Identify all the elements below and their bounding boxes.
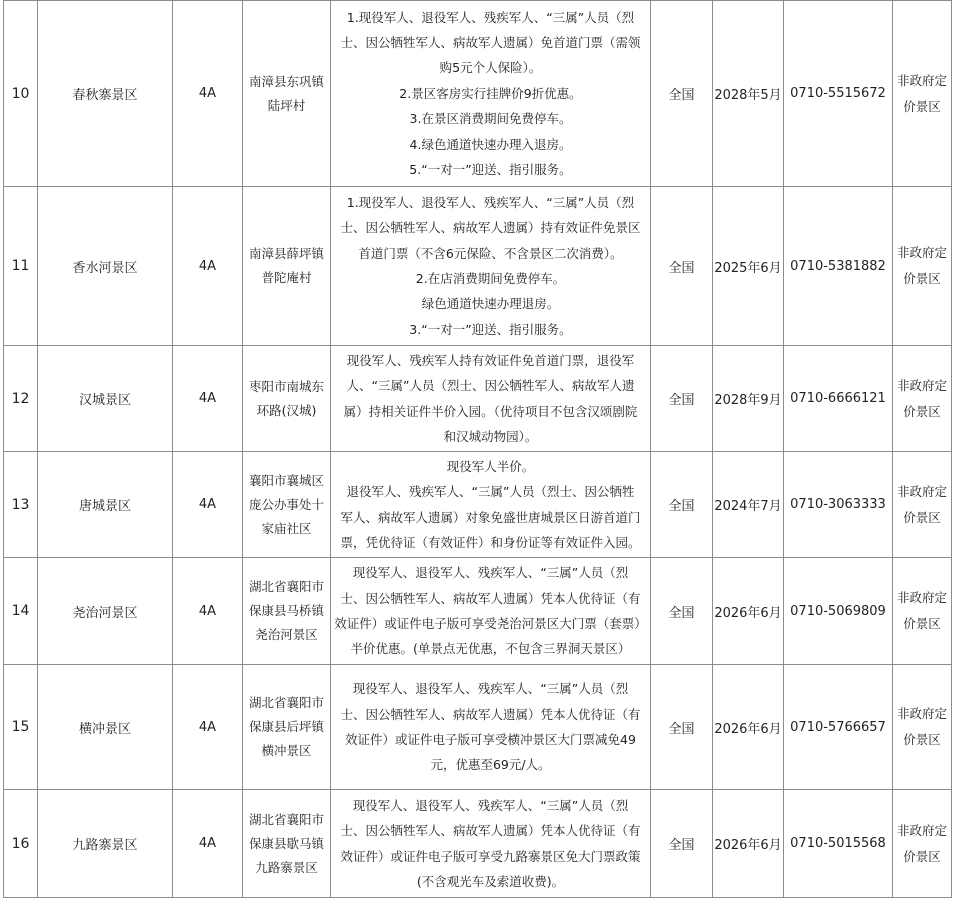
table-row — [4, 665, 952, 790]
scenic-level: 4A — [173, 665, 243, 790]
policy-line: 现役军人、退役军人、残疾军人、“三属”人员（烈 — [352, 797, 629, 813]
type-line: 价景区 — [903, 509, 941, 525]
table-row — [4, 1, 952, 187]
type-line: 价景区 — [903, 848, 941, 864]
scenic-address — [243, 665, 331, 790]
address-line: 普陀庵村 — [261, 270, 312, 285]
table-row — [4, 346, 952, 452]
applicable-scope: 全国 — [651, 558, 713, 665]
applicable-scope: 全国 — [651, 1, 713, 187]
address-line: 南漳县东巩镇 — [248, 73, 324, 89]
policy-line: 效证件）或证件电子版可享受横冲景区大门票减免49 — [345, 732, 636, 747]
type-line: 价景区 — [903, 616, 941, 631]
policy-line: 士、因公牺牲军人、病故军人遗属）凭本人优待证（有 — [340, 706, 641, 722]
address-line: 保康县马桥镇 — [248, 603, 324, 618]
table-row — [4, 187, 952, 346]
table-row — [4, 790, 952, 898]
scenic-level: 4A — [173, 790, 243, 898]
contact-phone: 0710-5515672 — [784, 1, 893, 187]
type-line: 价景区 — [903, 732, 941, 747]
policy-line: 半价优惠。(单景点无优惠，不包含三界洞天景区） — [350, 641, 631, 657]
row-index: 10 — [4, 1, 38, 187]
address-line: 家庙社区 — [261, 520, 312, 536]
row-index: 11 — [4, 187, 38, 346]
policy-line: 士、因公牺牲军人、病故军人遗属）凭本人优待证（有 — [340, 823, 641, 839]
policy-line: 购5元个人保险）。 — [439, 60, 542, 76]
scenic-level: 4A — [173, 1, 243, 187]
policy-line: 绿色通道快速办理退房。 — [421, 296, 560, 312]
address-line: 陆坪村 — [267, 97, 306, 113]
type-line: 非政府定 — [896, 245, 947, 260]
policy-line: 现役军人、退役军人、残疾军人、“三属”人员（烈 — [352, 681, 629, 697]
address-line: 枣阳市南城东 — [248, 378, 324, 394]
row-index: 15 — [4, 665, 38, 790]
valid-until: 2028年9月 — [713, 346, 784, 452]
scenic-address — [243, 558, 331, 665]
policy-line: 2.在店消费期间免费停车。 — [415, 271, 566, 286]
discount-policy — [331, 187, 651, 346]
policy-line: 士、因公牺牲军人、病故军人遗属）凭本人优待证（有 — [340, 590, 641, 606]
address-line: 南漳县薛坪镇 — [248, 246, 324, 261]
address-line: 襄阳市襄城区 — [248, 472, 324, 488]
scenic-name: 唐城景区 — [38, 452, 173, 558]
row-index: 12 — [4, 346, 38, 452]
policy-line: 现役军人、退役军人、残疾军人、“三属”人员（烈 — [352, 565, 629, 581]
type-line: 非政府定 — [896, 72, 947, 88]
contact-phone: 0710-5766657 — [784, 665, 893, 790]
address-line: 保康县歇马镇 — [248, 835, 324, 851]
address-line: 环路(汉城) — [256, 402, 317, 418]
scenic-address — [243, 790, 331, 898]
row-index: 14 — [4, 558, 38, 665]
scenic-name: 横冲景区 — [38, 665, 173, 790]
address-line: 庞公办事处十 — [248, 496, 324, 512]
scenic-level: 4A — [173, 452, 243, 558]
valid-until: 2028年5月 — [713, 1, 784, 187]
address-line: 湖北省襄阳市 — [248, 695, 324, 710]
type-line: 非政府定 — [896, 706, 947, 721]
policy-line: 士、因公牺牲军人、病故军人遗属）持有效证件免景区 — [340, 220, 641, 236]
row-index: 13 — [4, 452, 38, 558]
address-line: 湖北省襄阳市 — [248, 811, 324, 827]
policy-line: 现役军人、残疾军人持有效证件免首道门票，退役军 — [346, 352, 635, 368]
policy-line: 现役军人半价。 — [446, 458, 535, 474]
valid-until: 2024年7月 — [713, 452, 784, 558]
scenic-name: 春秋寨景区 — [38, 1, 173, 187]
table-body — [4, 1, 952, 898]
policy-line: 4.绿色通道快速办理入退房。 — [409, 136, 572, 152]
scenic-type — [893, 558, 952, 665]
policy-line: 5.“一对一”迎送、指引服务。 — [409, 162, 572, 178]
discount-policy — [331, 790, 651, 898]
policy-line: 效证件）或证件电子版可享受尧治河景区大门票（套票） — [334, 616, 647, 631]
policy-line: 2.景区客房实行挂牌价9折优惠。 — [399, 85, 582, 101]
policy-line: 效证件）或证件电子版可享受九路寨景区免大门票政策 — [340, 848, 641, 864]
policy-line: 3.在景区消费期间免费停车。 — [409, 111, 572, 127]
contact-phone: 0710-5015568 — [784, 790, 893, 898]
policy-line: 元，优惠至69元/人。 — [430, 757, 551, 773]
discount-policy — [331, 346, 651, 452]
policy-line: 属）持相关证件半价入园。（优待项目不包含汉颂剧院 — [343, 403, 638, 419]
applicable-scope: 全国 — [651, 187, 713, 346]
valid-until: 2025年6月 — [713, 187, 784, 346]
scenic-type — [893, 187, 952, 346]
scenic-name: 九路寨景区 — [38, 790, 173, 898]
address-line: 湖北省襄阳市 — [248, 579, 324, 594]
applicable-scope: 全国 — [651, 346, 713, 452]
type-line: 价景区 — [903, 271, 941, 286]
policy-line: 票，凭优待证（有效证件）和身份证等有效证件入园。 — [340, 534, 641, 550]
contact-phone: 0710-5069809 — [784, 558, 893, 665]
scenic-level: 4A — [173, 558, 243, 665]
contact-phone: 0710-5381882 — [784, 187, 893, 346]
scenic-name: 尧治河景区 — [38, 558, 173, 665]
policy-line: 退役军人、残疾军人、“三属”人员（烈士、因公牺牲 — [346, 484, 635, 500]
scenic-name: 香水河景区 — [38, 187, 173, 346]
applicable-scope: 全国 — [651, 452, 713, 558]
scenic-address — [243, 346, 331, 452]
address-line: 尧治河景区 — [255, 627, 318, 642]
scenic-address — [243, 187, 331, 346]
type-line: 非政府定 — [896, 377, 947, 393]
address-line: 九路寨景区 — [255, 859, 318, 875]
policy-line: 3.“一对一”迎送、指引服务。 — [409, 321, 572, 337]
policy-line: 1.现役军人、退役军人、残疾军人、“三属”人员（烈 — [346, 9, 635, 25]
discount-policy — [331, 665, 651, 790]
scenic-level: 4A — [173, 187, 243, 346]
address-line: 保康县后坪镇 — [248, 719, 324, 734]
policy-line: 和汉城动物园）。 — [443, 428, 538, 444]
scenic-type — [893, 1, 952, 187]
scenic-address — [243, 452, 331, 558]
row-index: 16 — [4, 790, 38, 898]
valid-until: 2026年6月 — [713, 790, 784, 898]
scenic-level: 4A — [173, 346, 243, 452]
policy-line: 士、因公牺牲军人、病故军人遗属）免首道门票（需领 — [340, 34, 641, 50]
scenic-name: 汉城景区 — [38, 346, 173, 452]
scenic-type — [893, 665, 952, 790]
type-line: 价景区 — [903, 403, 941, 419]
type-line: 非政府定 — [896, 590, 947, 605]
valid-until: 2026年6月 — [713, 558, 784, 665]
type-line: 非政府定 — [896, 483, 947, 499]
scenic-address — [243, 1, 331, 187]
discount-policy — [331, 452, 651, 558]
policy-line: 1.现役军人、退役军人、残疾军人、“三属”人员（烈 — [346, 194, 635, 210]
discount-policy — [331, 558, 651, 665]
table-row — [4, 558, 952, 665]
valid-until: 2026年6月 — [713, 665, 784, 790]
scenic-type — [893, 790, 952, 898]
policy-line: (不含观光车及索道收费)。 — [416, 873, 565, 889]
policy-line: 人、“三属”人员（烈士、因公牺牲军人、病故军人遗 — [346, 378, 635, 394]
scenic-type — [893, 346, 952, 452]
contact-phone: 0710-6666121 — [784, 346, 893, 452]
table-row — [4, 452, 952, 558]
policy-line: 首道门票（不含6元保险、不含景区二次消费）。 — [358, 245, 623, 261]
address-line: 横冲景区 — [261, 743, 312, 758]
type-line: 非政府定 — [896, 822, 947, 838]
scenic-type — [893, 452, 952, 558]
discount-policy — [331, 1, 651, 187]
type-line: 价景区 — [903, 98, 941, 114]
policy-line: 军人、病故军人遗属）对象免盛世唐城景区日游首道门 — [340, 509, 641, 525]
scenic-spots-table — [3, 0, 952, 898]
applicable-scope: 全国 — [651, 790, 713, 898]
contact-phone: 0710-3063333 — [784, 452, 893, 558]
applicable-scope: 全国 — [651, 665, 713, 790]
